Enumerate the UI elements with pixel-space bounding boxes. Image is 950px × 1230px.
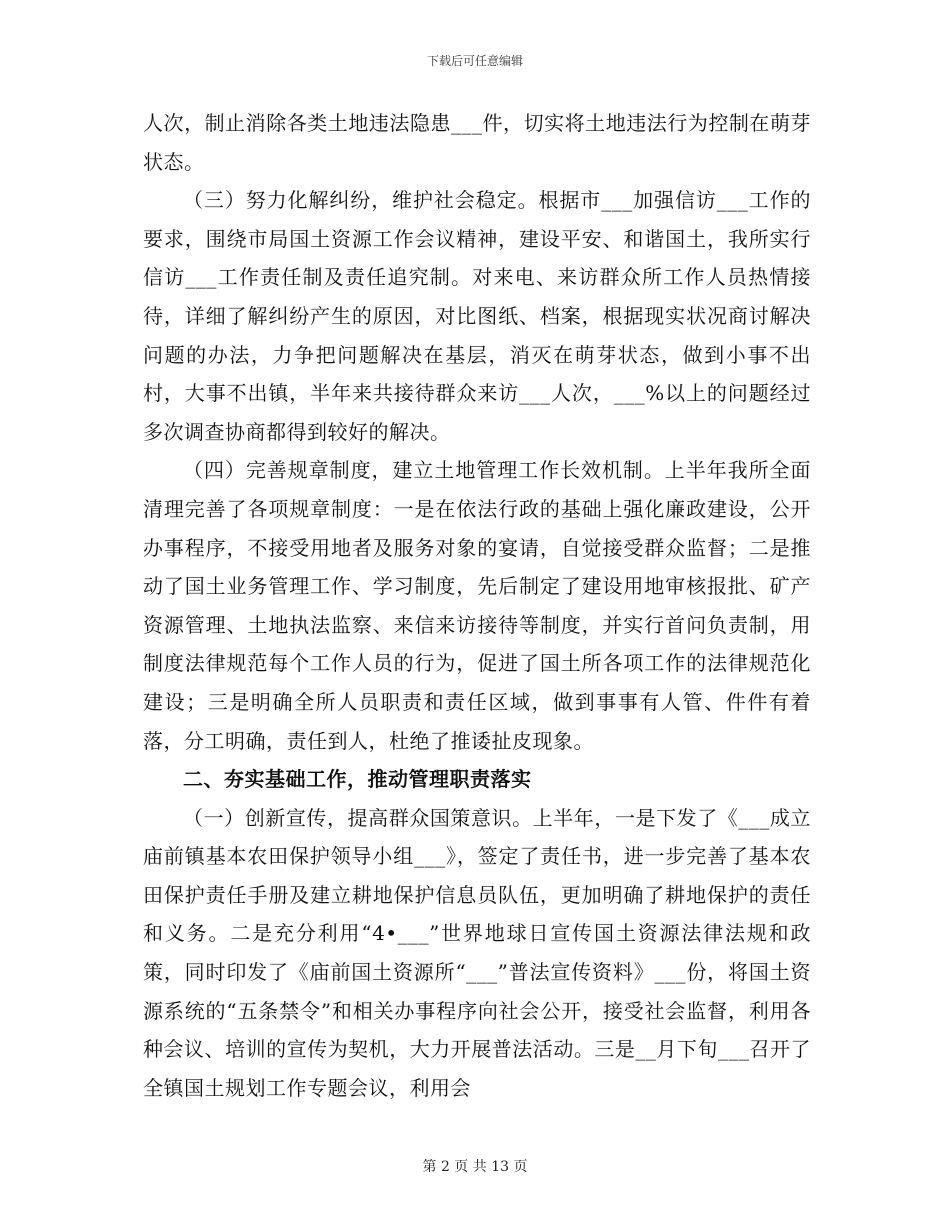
paragraph-continuation: 人次，制止消除各类土地违法隐患___件，切实将土地违法行为控制在萌芽状态。 bbox=[143, 111, 811, 174]
section-heading: 二、夯实基础工作，推动管理职责落实 bbox=[183, 767, 532, 792]
page-number: 第 2 页 共 13 页 bbox=[422, 1159, 528, 1175]
page-header: 下载后可任意编辑 bbox=[426, 54, 523, 68]
document-body bbox=[143, 104, 811, 1107]
paragraph: （三）努力化解纠纷，维护社会稳定。根据市___加强信访___工作的要求，围绕市局国土资源工作会议精神，建设平安、和谐国土，我所实行信访___工作责任制及责任追究制。对来电、来访群众所工作人员热情接待，详细了解纠纷产生的原因，对比图纸、档案，根据现实状况商讨解决问题的办法，力争把问题解决在基层，消灭在萌芽状态，做到小事不出村，大事不出镇，半年来共接待群众来访___人次，___%以上的问题经过多次调查协商都得到较好的解决。 bbox=[143, 188, 811, 444]
paragraph: （四）完善规章制度，建立土地管理工作长效机制。上半年我所全面清理完善了各项规章制度：一是在依法行政的基础上强化廉政建设，公开办事程序，不接受用地者及服务对象的宴请，自觉接受群众监督；二是推动了国土业务管理工作、学习制度，先后制定了建设用地审核报批、矿产资源管理、土地执法监察、来信来访接待等制度，并实行首问负责制，用制度法律规范每个工作人员的行为，促进了国土所各项工作的法律规范化建设；三是明确全所人员职责和责任区域，做到事事有人管、件件有着落，分工明确，责任到人，杜绝了推诿扯皮现象。 bbox=[143, 458, 811, 753]
paragraph: （一）创新宣传，提高群众国策意识。上半年，一是下发了《___成立庙前镇基本农田保护领导小组___》，签定了责任书，进一步完善了基本农田保护责任手册及建立耕地保护信息员队伍，更加明确了耕地保护的责任和义务。二是充分利用“4•___”世界地球日宣传国土资源法律法规和政策，同时印发了《庙前国土资源所“___”普法宣传资料》___份，将国土资源系统的“五条禁令”和相关办事程序向社会公开，接受社会监督，利用各种会议、培训的宣传为契机，大力开展普法活动。三是__月下旬___召开了全镇国土规划工作专题会议，利用会 bbox=[143, 805, 811, 1100]
